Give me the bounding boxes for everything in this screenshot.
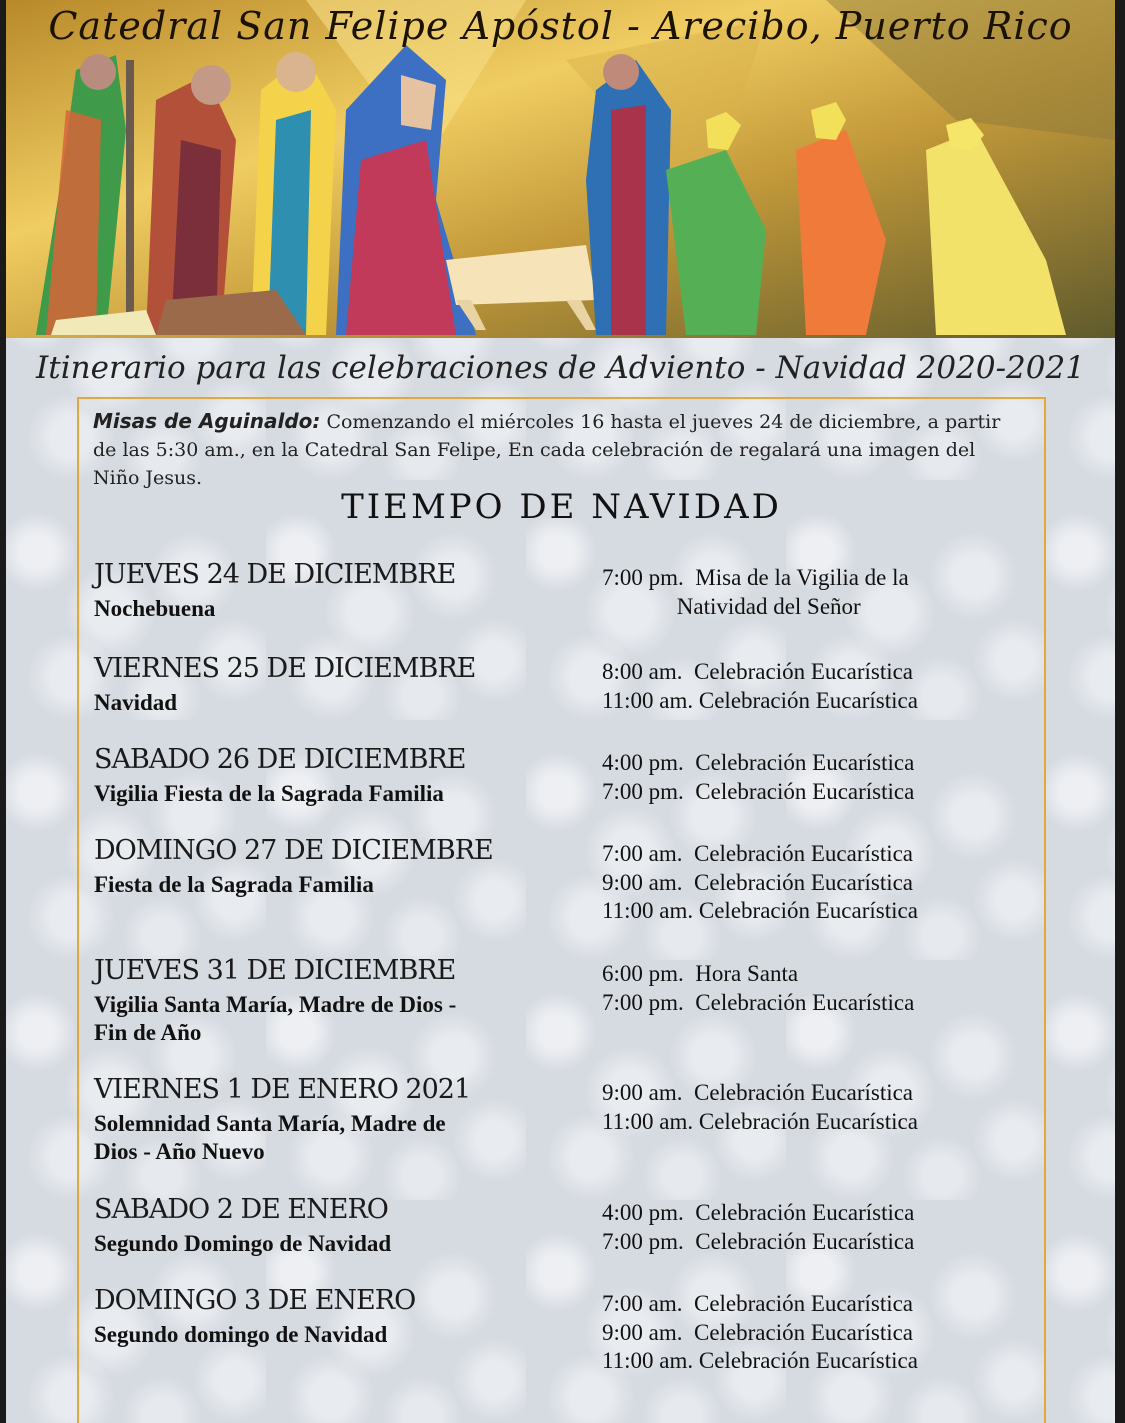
time-line: 9:00 am. Celebración Eucarística	[602, 1080, 914, 1105]
time-line: 4:00 pm. Celebración Eucarística	[602, 750, 915, 775]
entry-times	[602, 960, 1032, 1017]
time-line: 7:00 pm. Celebración Eucarística	[602, 778, 915, 804]
entry-occasion: Solemnidad Santa María, Madre de Dios - Año Nuevo	[94, 1111, 446, 1164]
entry-occasion: Fiesta de la Sagrada Familia	[94, 872, 374, 897]
entry-occasion: Navidad	[94, 690, 178, 715]
time-line: Natividad del Señor	[602, 593, 861, 619]
aguinaldo-text: Comenzando el miércoles 16 hasta el jueves 24 de diciembre, a partir de las 5:30 am., en la Catedral San Felipe, En cada celebración de regalará una imagen del Niño Jesus.	[93, 411, 1001, 489]
time-line: 7:00 am. Celebración Eucarística	[602, 1291, 914, 1316]
time-line: 7:00 pm. Celebración Eucarística	[602, 989, 915, 1015]
time-line: 11:00 am. Celebración Eucarística	[602, 898, 918, 923]
time-line: 7:00 am. Celebración Eucarística	[602, 841, 914, 866]
time-line: 11:00 am. Celebración Eucarística	[602, 1108, 918, 1134]
time-line: 7:00 pm. Misa de la Vigilia de la	[602, 565, 909, 590]
entry-times	[602, 840, 1032, 926]
aguinaldo-intro	[93, 407, 1023, 492]
entry-day: DOMINGO 3 DE ENERO	[94, 1285, 416, 1316]
time-line: 4:00 pm. Celebración Eucarística	[602, 1200, 915, 1225]
entry-day: SABADO 2 DE ENERO	[94, 1194, 388, 1225]
itinerary-subtitle: Itinerario para las celebraciones de Adviento - Navidad 2020-2021	[36, 350, 1085, 386]
entry-times	[602, 1199, 1032, 1256]
aguinaldo-label: Misas de Aguinaldo:	[93, 409, 321, 433]
banner-title: Catedral San Felipe Apóstol - Arecibo, Puerto Rico	[48, 4, 1073, 48]
entry-times	[602, 1079, 1032, 1136]
entry-occasion: Vigilia Fiesta de la Sagrada Familia	[94, 781, 444, 806]
time-line: 7:00 pm. Celebración Eucarística	[602, 1228, 915, 1254]
entry-occasion: Segundo Domingo de Navidad	[94, 1231, 392, 1256]
entry-occasion: Segundo domingo de Navidad	[94, 1322, 388, 1347]
time-line: 11:00 am. Celebración Eucarística	[602, 1348, 918, 1373]
flyer-page	[6, 0, 1115, 1423]
entry-times	[602, 1290, 1032, 1376]
entry-times	[602, 749, 1032, 806]
entry-times	[602, 658, 1032, 715]
time-line: 9:00 am. Celebración Eucarística	[602, 1319, 914, 1345]
time-line: 11:00 am. Celebración Eucarística	[602, 687, 918, 713]
entry-day: JUEVES 24 DE DICIEMBRE	[94, 559, 456, 590]
entry-occasion: Vigilia Santa María, Madre de Dios - Fin de Año	[94, 992, 457, 1045]
entry-day: VIERNES 1 DE ENERO 2021	[94, 1074, 471, 1105]
nativity-banner	[6, 0, 1115, 338]
schedule-box	[77, 397, 1046, 1423]
entry-day: VIERNES 25 DE DICIEMBRE	[94, 653, 476, 684]
entry-day: DOMINGO 27 DE DICIEMBRE	[94, 835, 493, 866]
time-line: 9:00 am. Celebración Eucarística	[602, 869, 914, 895]
time-line: 8:00 am. Celebración Eucarística	[602, 659, 914, 684]
section-title: TIEMPO DE NAVIDAD	[341, 487, 782, 527]
entry-times	[602, 564, 1032, 621]
entry-day: JUEVES 31 DE DICIEMBRE	[94, 955, 456, 986]
time-line: 6:00 pm. Hora Santa	[602, 961, 799, 986]
entry-day: SABADO 26 DE DICIEMBRE	[94, 744, 466, 775]
entry-occasion: Nochebuena	[94, 596, 216, 621]
